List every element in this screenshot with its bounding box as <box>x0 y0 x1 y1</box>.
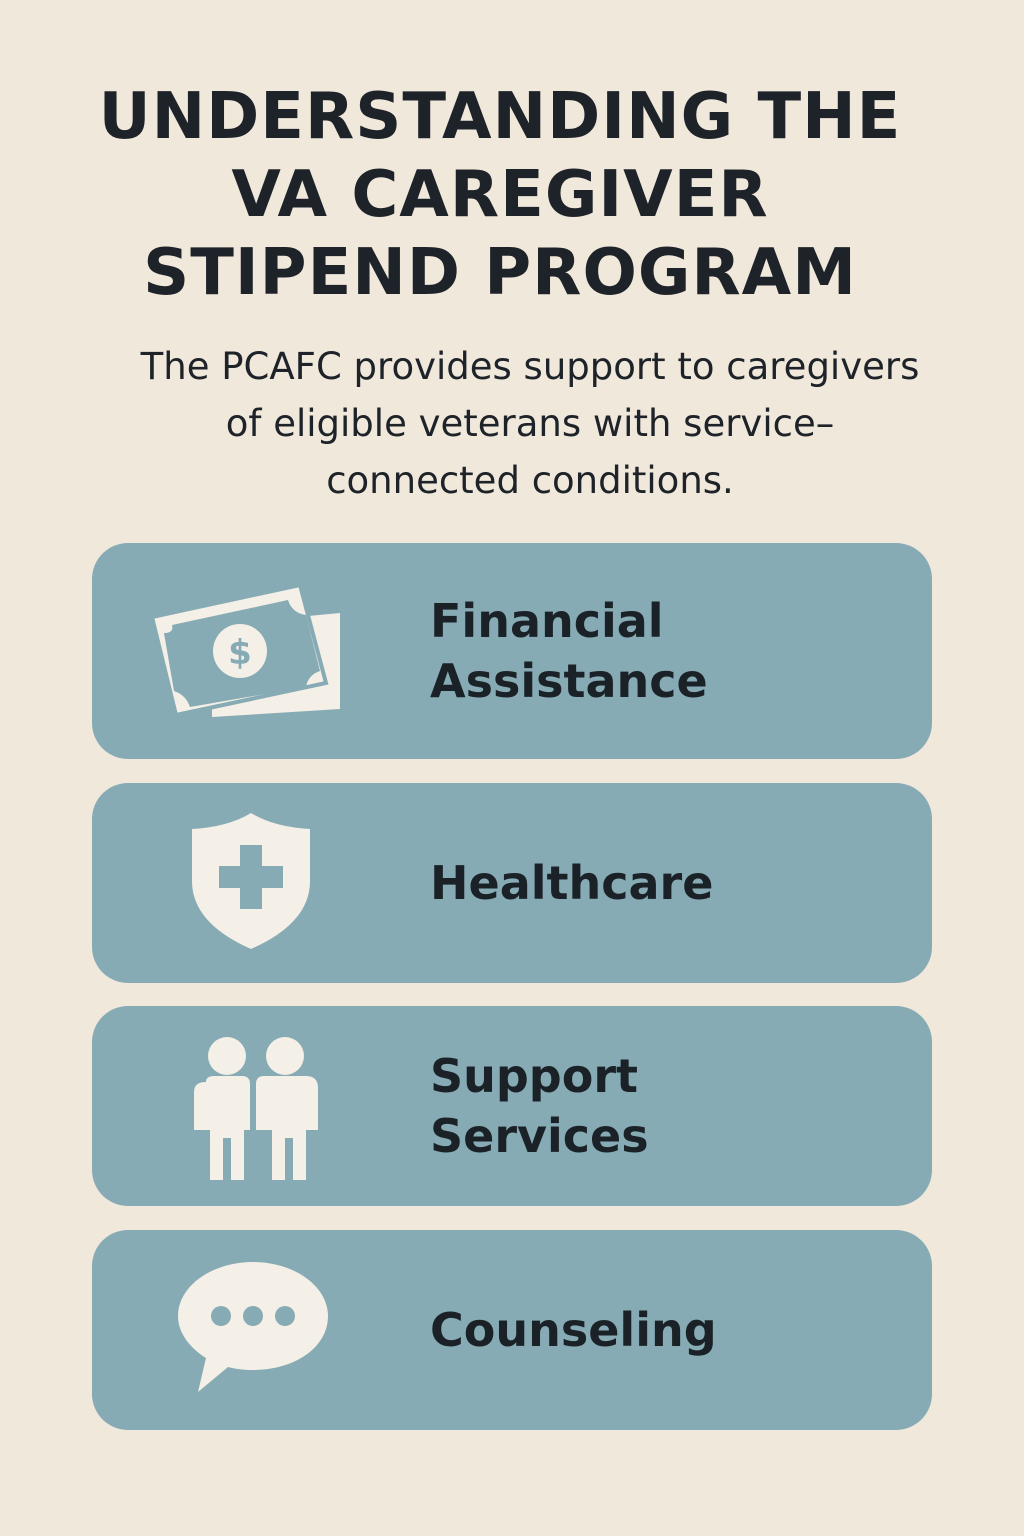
svg-text:$: $ <box>228 633 252 673</box>
card-financial-assistance <box>92 543 932 759</box>
card-label-line: Services <box>430 1109 649 1163</box>
card-label-line: Support <box>430 1049 639 1103</box>
page-title <box>60 78 940 312</box>
money-icon <box>150 583 346 719</box>
intro-line-1: The PCAFC provides support to caregivers <box>140 345 920 388</box>
card-label-line: Counseling <box>430 1303 717 1357</box>
title-line-2: VA CAREGIVER <box>231 158 769 232</box>
title-line-1: UNDERSTANDING THE <box>98 80 902 154</box>
title-line-3: STIPEND PROGRAM <box>143 236 857 310</box>
card-healthcare <box>92 783 932 983</box>
people-icon <box>192 1034 320 1184</box>
card-counseling <box>92 1230 932 1430</box>
intro-text <box>90 338 970 509</box>
intro-line-2: of eligible veterans with service– <box>225 402 835 445</box>
speech-bubble-icon <box>176 1258 330 1394</box>
shield-cross-icon <box>190 811 312 951</box>
card-label <box>430 543 708 759</box>
card-label <box>430 783 713 983</box>
card-label <box>430 1230 717 1430</box>
intro-line-3: connected conditions. <box>326 459 734 502</box>
card-label <box>430 1006 649 1206</box>
card-label-line: Healthcare <box>430 856 714 910</box>
card-support-services <box>92 1006 932 1206</box>
card-label-line: Financial <box>430 594 664 648</box>
card-label-line: Assistance <box>430 654 708 708</box>
